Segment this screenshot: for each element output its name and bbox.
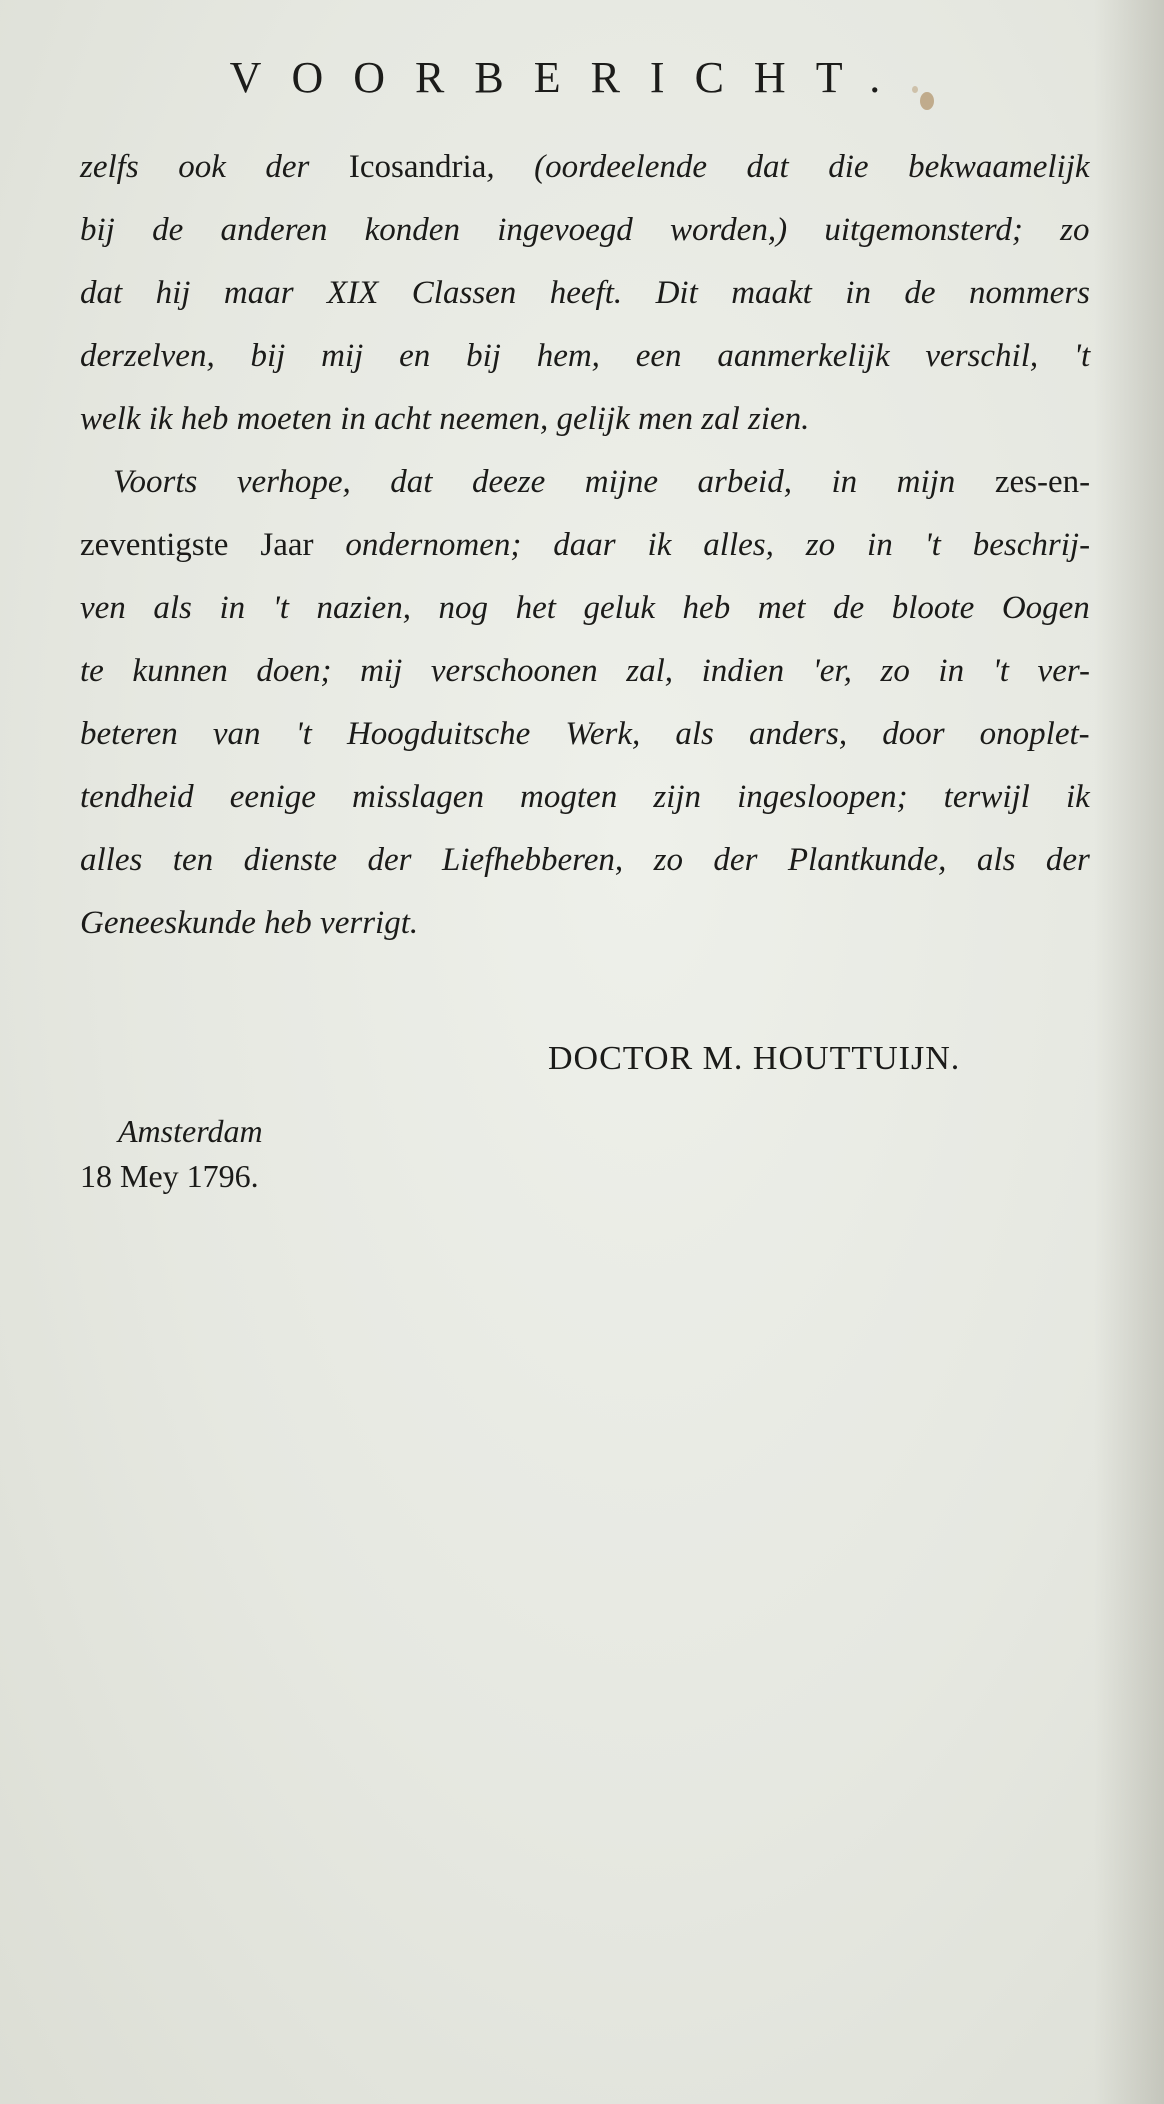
text-segment: zeventigste Jaar xyxy=(80,527,346,563)
text-line xyxy=(80,829,1090,892)
page-edge-shadow xyxy=(1094,0,1164,2104)
text-line xyxy=(80,199,1090,262)
text-segment: Voorts verhope, dat deeze mijne arbeid, in mijn xyxy=(80,464,995,500)
text-segment: XIX xyxy=(327,275,379,311)
text-line xyxy=(80,388,1090,451)
text-line xyxy=(80,766,1090,829)
text-segment: tendheid eenige misslagen mogten zijn ingesloopen; terwijl ik xyxy=(80,779,1090,815)
text-segment: te kunnen doen; mij verschoonen zal, indien 'er, zo in 't ver- xyxy=(80,653,1091,689)
text-segment: zes-en- xyxy=(994,464,1091,500)
text-segment: , (oordeelende dat die bekwaamelijk xyxy=(486,149,1090,185)
text-line xyxy=(80,640,1090,703)
page-title: VOORBERICHT. xyxy=(229,53,911,102)
text-line xyxy=(80,325,1090,388)
place-name: Amsterdam xyxy=(118,1113,263,1149)
text-line xyxy=(80,262,1090,325)
text-line xyxy=(80,577,1090,640)
text-line xyxy=(80,451,1090,514)
text-segment: bloote Oogen xyxy=(891,590,1090,626)
text-segment: bij de anderen konden ingevoegd worden,) uitgemonsterd; zo xyxy=(80,212,1090,248)
date-line: 18 Mey 1796. xyxy=(80,1158,259,1194)
text-segment: Geneeskunde heb verrigt. xyxy=(80,905,419,941)
text-segment: welk ik heb moeten in acht neemen, gelijk men zal zien. xyxy=(80,401,810,437)
text-segment: ven als in 't nazien, nog het geluk heb met de xyxy=(80,590,892,626)
text-segment: dat hij maar xyxy=(80,275,328,311)
text-line xyxy=(80,136,1090,199)
text-segment: zelfs ook der xyxy=(80,149,349,185)
text-segment: ondernomen; daar ik alles, zo in 't beschrij- xyxy=(345,527,1091,563)
text-segment: alles ten dienste der Liefhebberen, zo der Plantkunde, als der xyxy=(80,842,1090,878)
signature: DOCTOR M. HOUTTUIJN. xyxy=(548,1040,961,1077)
text-line xyxy=(80,892,1090,955)
text-segment: beteren van 't Hoogduitsche Werk, als anders, door onoplet- xyxy=(80,716,1090,752)
body-text xyxy=(80,136,1090,955)
text-line xyxy=(80,514,1090,577)
text-segment: Icosandria xyxy=(348,149,487,185)
text-segment: Classen heeft. Dit maakt in de nommers xyxy=(378,275,1091,311)
text-line xyxy=(80,703,1090,766)
text-segment: derzelven, bij mij en bij hem, een aanmerkelijk verschil, 't xyxy=(80,338,1091,374)
